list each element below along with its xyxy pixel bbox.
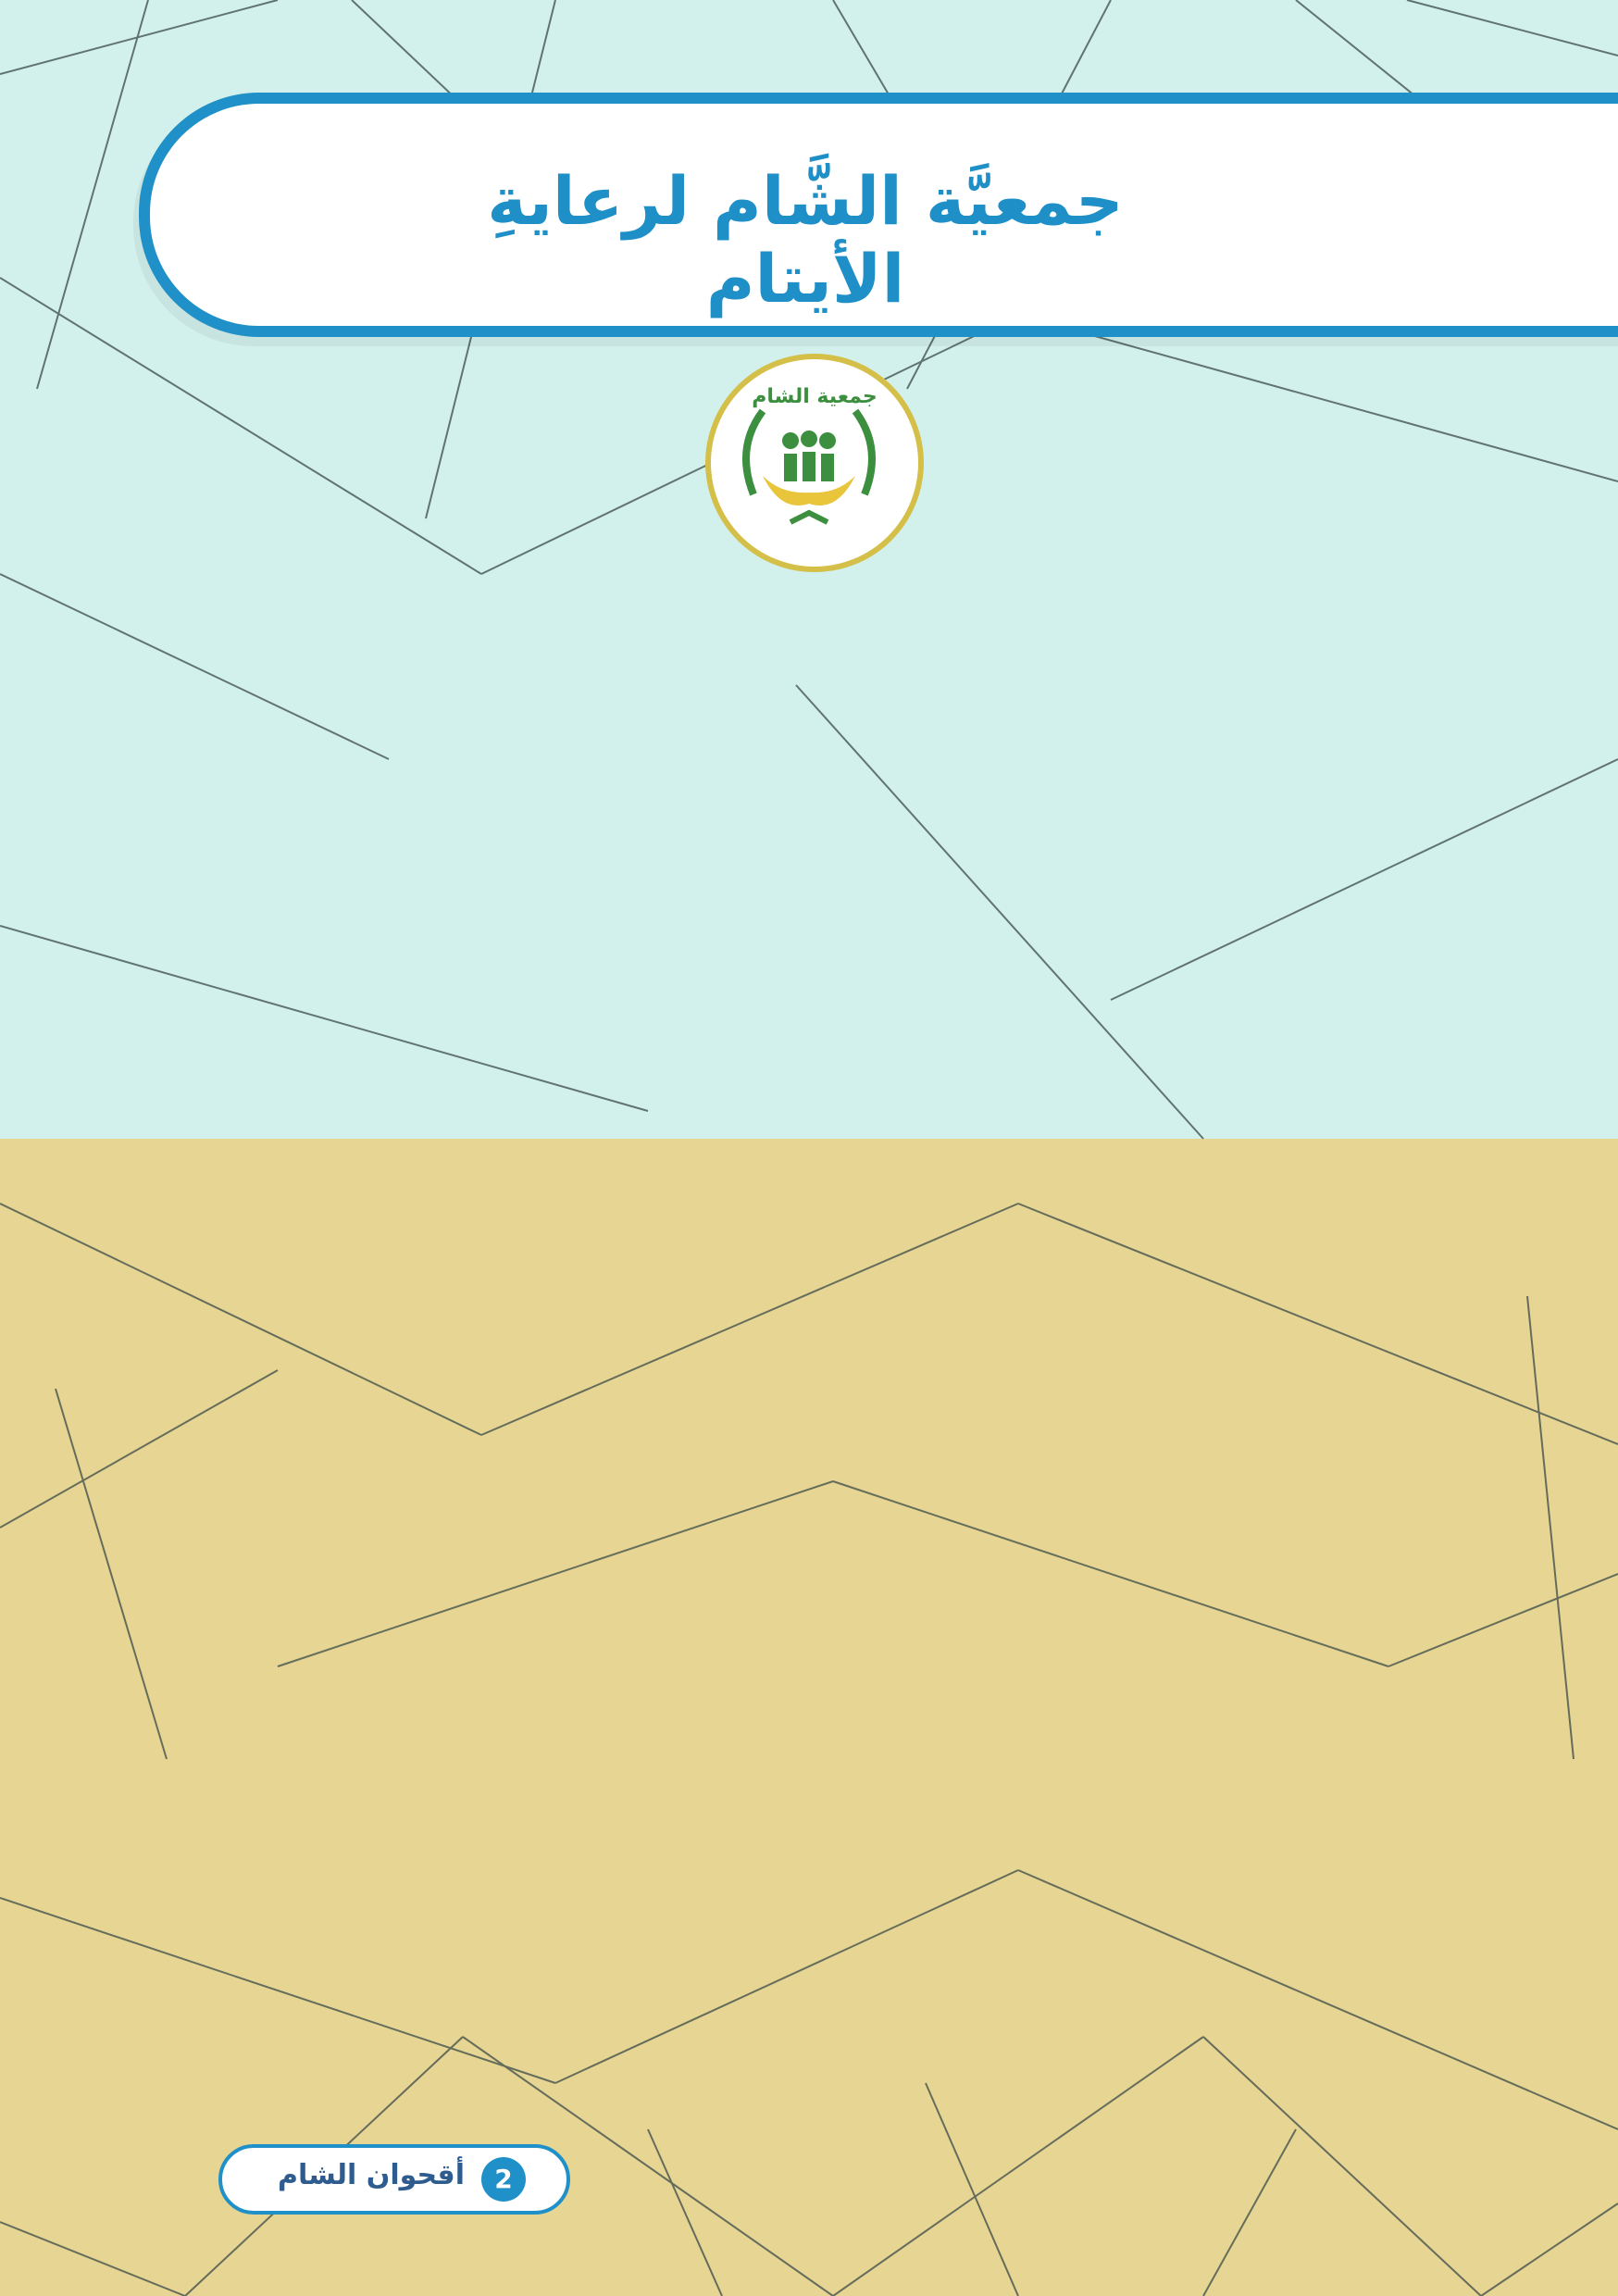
page-footer [218,2144,570,2215]
footer-text: أقحوان الشام [277,2159,465,2191]
logo-emblem-icon [716,365,902,550]
logo-label: جمعية الشام [752,385,877,408]
logo [705,354,924,572]
page-title: جمعيَّة الشَّام لرعايةِ الأيتام [487,162,1124,318]
page-number: 2 [481,2157,526,2202]
